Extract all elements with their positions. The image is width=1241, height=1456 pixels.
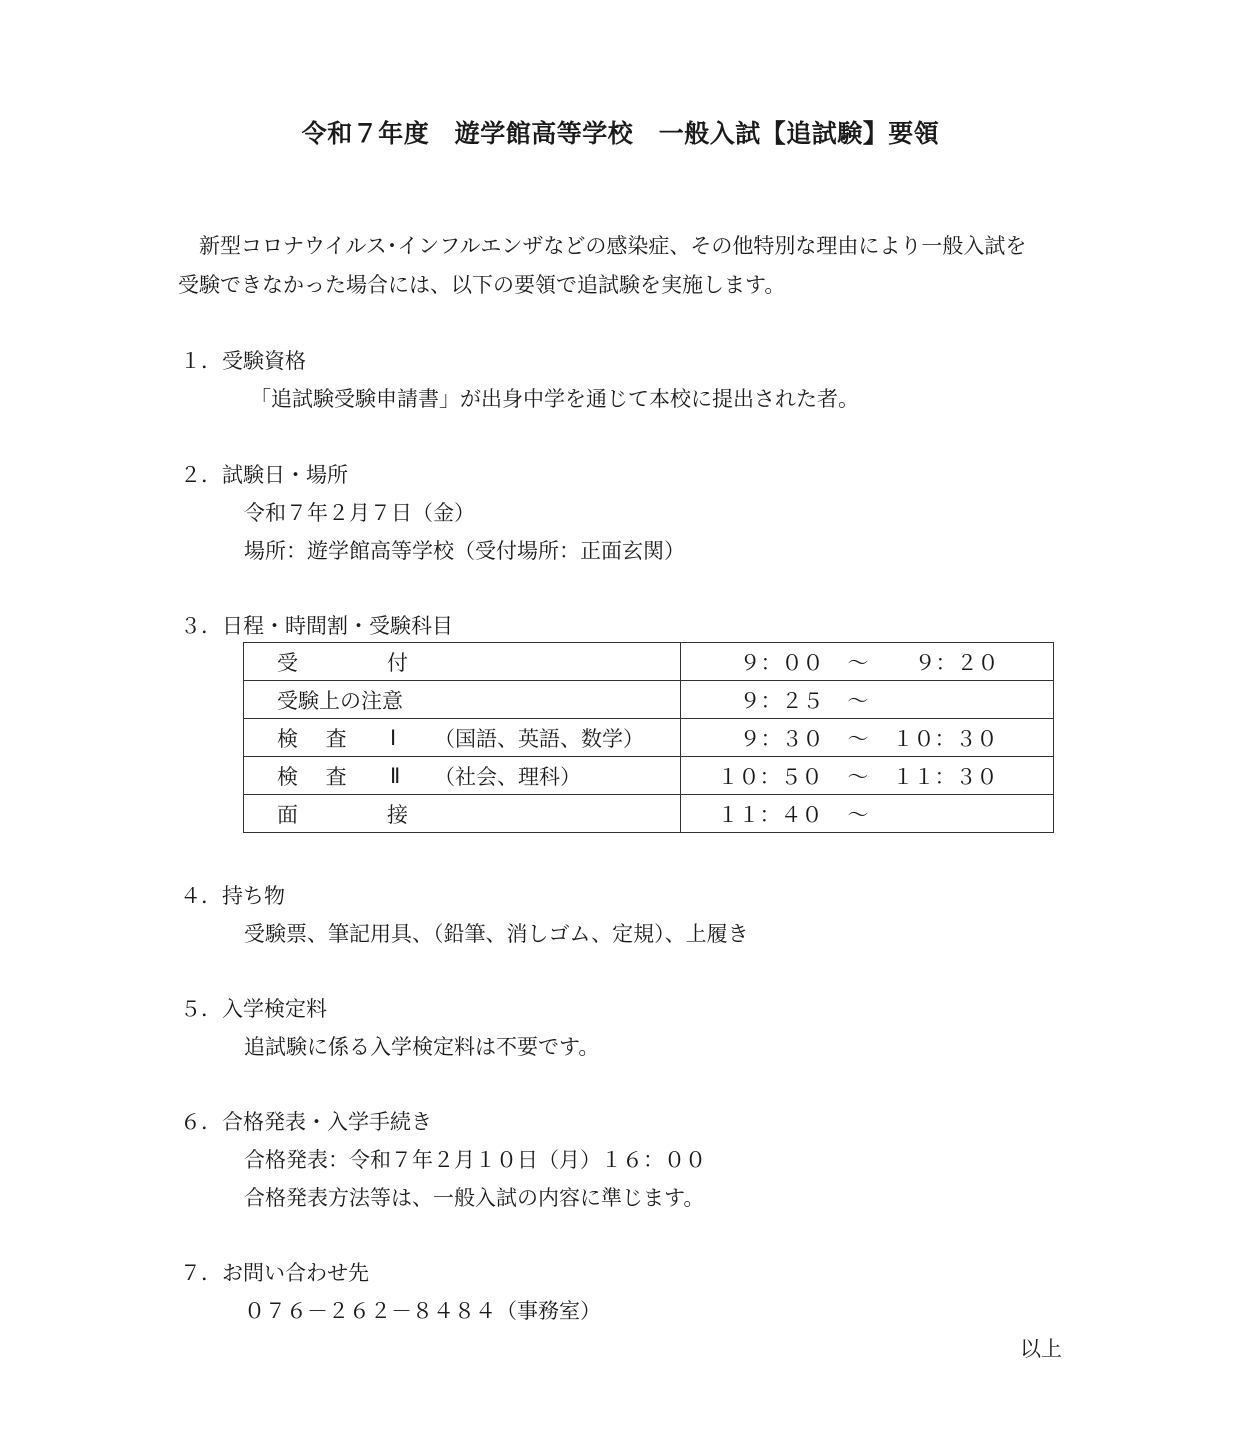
schedule-label-subjects: （社会、理科） [434, 764, 581, 789]
schedule-label-suffix: 接 [387, 802, 408, 827]
section-6-heading: ６．合格発表・入学手続き [180, 1110, 432, 1134]
section-2-date: 令和７年２月７日（金） [244, 501, 475, 525]
schedule-label-cell [244, 643, 681, 681]
schedule-label-subjects: （国語、英語、数学） [434, 726, 644, 751]
schedule-label: 検 査 [277, 764, 347, 789]
section-3-heading: ３．日程・時間割・受験科目 [180, 614, 453, 638]
intro-line-1: 新型コロナウイルス･インフルエンザなどの感染症、その他特別な理由により一般入試を [178, 234, 1027, 258]
schedule-label: 検 査 [277, 726, 347, 751]
section-2-heading: ２．試験日・場所 [180, 463, 348, 487]
schedule-label-cell [244, 795, 681, 833]
section-6-announcement: 合格発表：令和７年２月１０日（月）１６：００ [244, 1148, 706, 1172]
document-title: 令和７年度 遊学館高等学校 一般入試【追試験】要領 [301, 119, 940, 148]
schedule-tilde: ～ [847, 650, 869, 675]
section-1-body: 「追試験受験申請書」が出身中学を通じて本校に提出された者。 [250, 387, 859, 411]
schedule-tilde: ～ [847, 726, 869, 751]
table-row [244, 719, 1054, 757]
schedule-time-cell [681, 719, 1054, 757]
section-1-heading: １．受験資格 [180, 349, 306, 373]
section-4-heading: ４．持ち物 [180, 884, 285, 908]
schedule-end: １０：３０ [892, 726, 998, 751]
schedule-tilde: ～ [847, 688, 869, 713]
schedule-tilde: ～ [847, 764, 869, 789]
schedule-label: 面 [277, 802, 298, 827]
schedule-label-cell [244, 681, 681, 719]
schedule-label-cell [244, 757, 681, 795]
schedule-table [243, 642, 1054, 833]
section-4-body: 受験票、筆記用具、（鉛筆、消しゴム、定規）、上履き [244, 922, 749, 946]
schedule-time-cell [681, 757, 1054, 795]
schedule-label-numeral: Ⅰ [390, 725, 397, 750]
schedule-tilde: ～ [847, 802, 869, 827]
schedule-start: ９：３０ [739, 726, 824, 751]
section-2-location: 場所：遊学館高等学校（受付場所：正面玄関） [244, 539, 685, 563]
closing-mark: 以上 [1020, 1337, 1062, 1361]
section-7-phone: ０７６－２６２－８４８４（事務室） [244, 1299, 601, 1323]
schedule-label-suffix: 付 [387, 650, 408, 675]
section-5-body: 追試験に係る入学検定料は不要です。 [244, 1035, 600, 1059]
schedule-label-cell [244, 719, 681, 757]
schedule-label-numeral: Ⅱ [390, 763, 401, 788]
schedule-end: ９：２０ [914, 650, 999, 675]
schedule-start: １１：４０ [717, 802, 823, 827]
intro-line-2: 受験できなかった場合には、以下の要領で追試験を実施します。 [178, 273, 786, 297]
schedule-time-cell [681, 795, 1054, 833]
schedule-time-cell [681, 643, 1054, 681]
table-row [244, 681, 1054, 719]
schedule-label: 受 [277, 650, 298, 675]
table-row [244, 643, 1054, 681]
table-row [244, 757, 1054, 795]
schedule-time-cell [681, 681, 1054, 719]
schedule-end: １１：３０ [892, 764, 998, 789]
section-7-heading: ７．お問い合わせ先 [180, 1261, 369, 1285]
schedule-start: ９：００ [739, 650, 824, 675]
section-5-heading: ５．入学検定料 [180, 997, 327, 1021]
schedule-label: 受験上の注意 [277, 688, 403, 713]
table-row [244, 795, 1054, 833]
schedule-start: １０：５０ [717, 764, 823, 789]
schedule-start: ９：２５ [739, 688, 824, 713]
section-6-method: 合格発表方法等は、一般入試の内容に準じます。 [244, 1186, 705, 1210]
